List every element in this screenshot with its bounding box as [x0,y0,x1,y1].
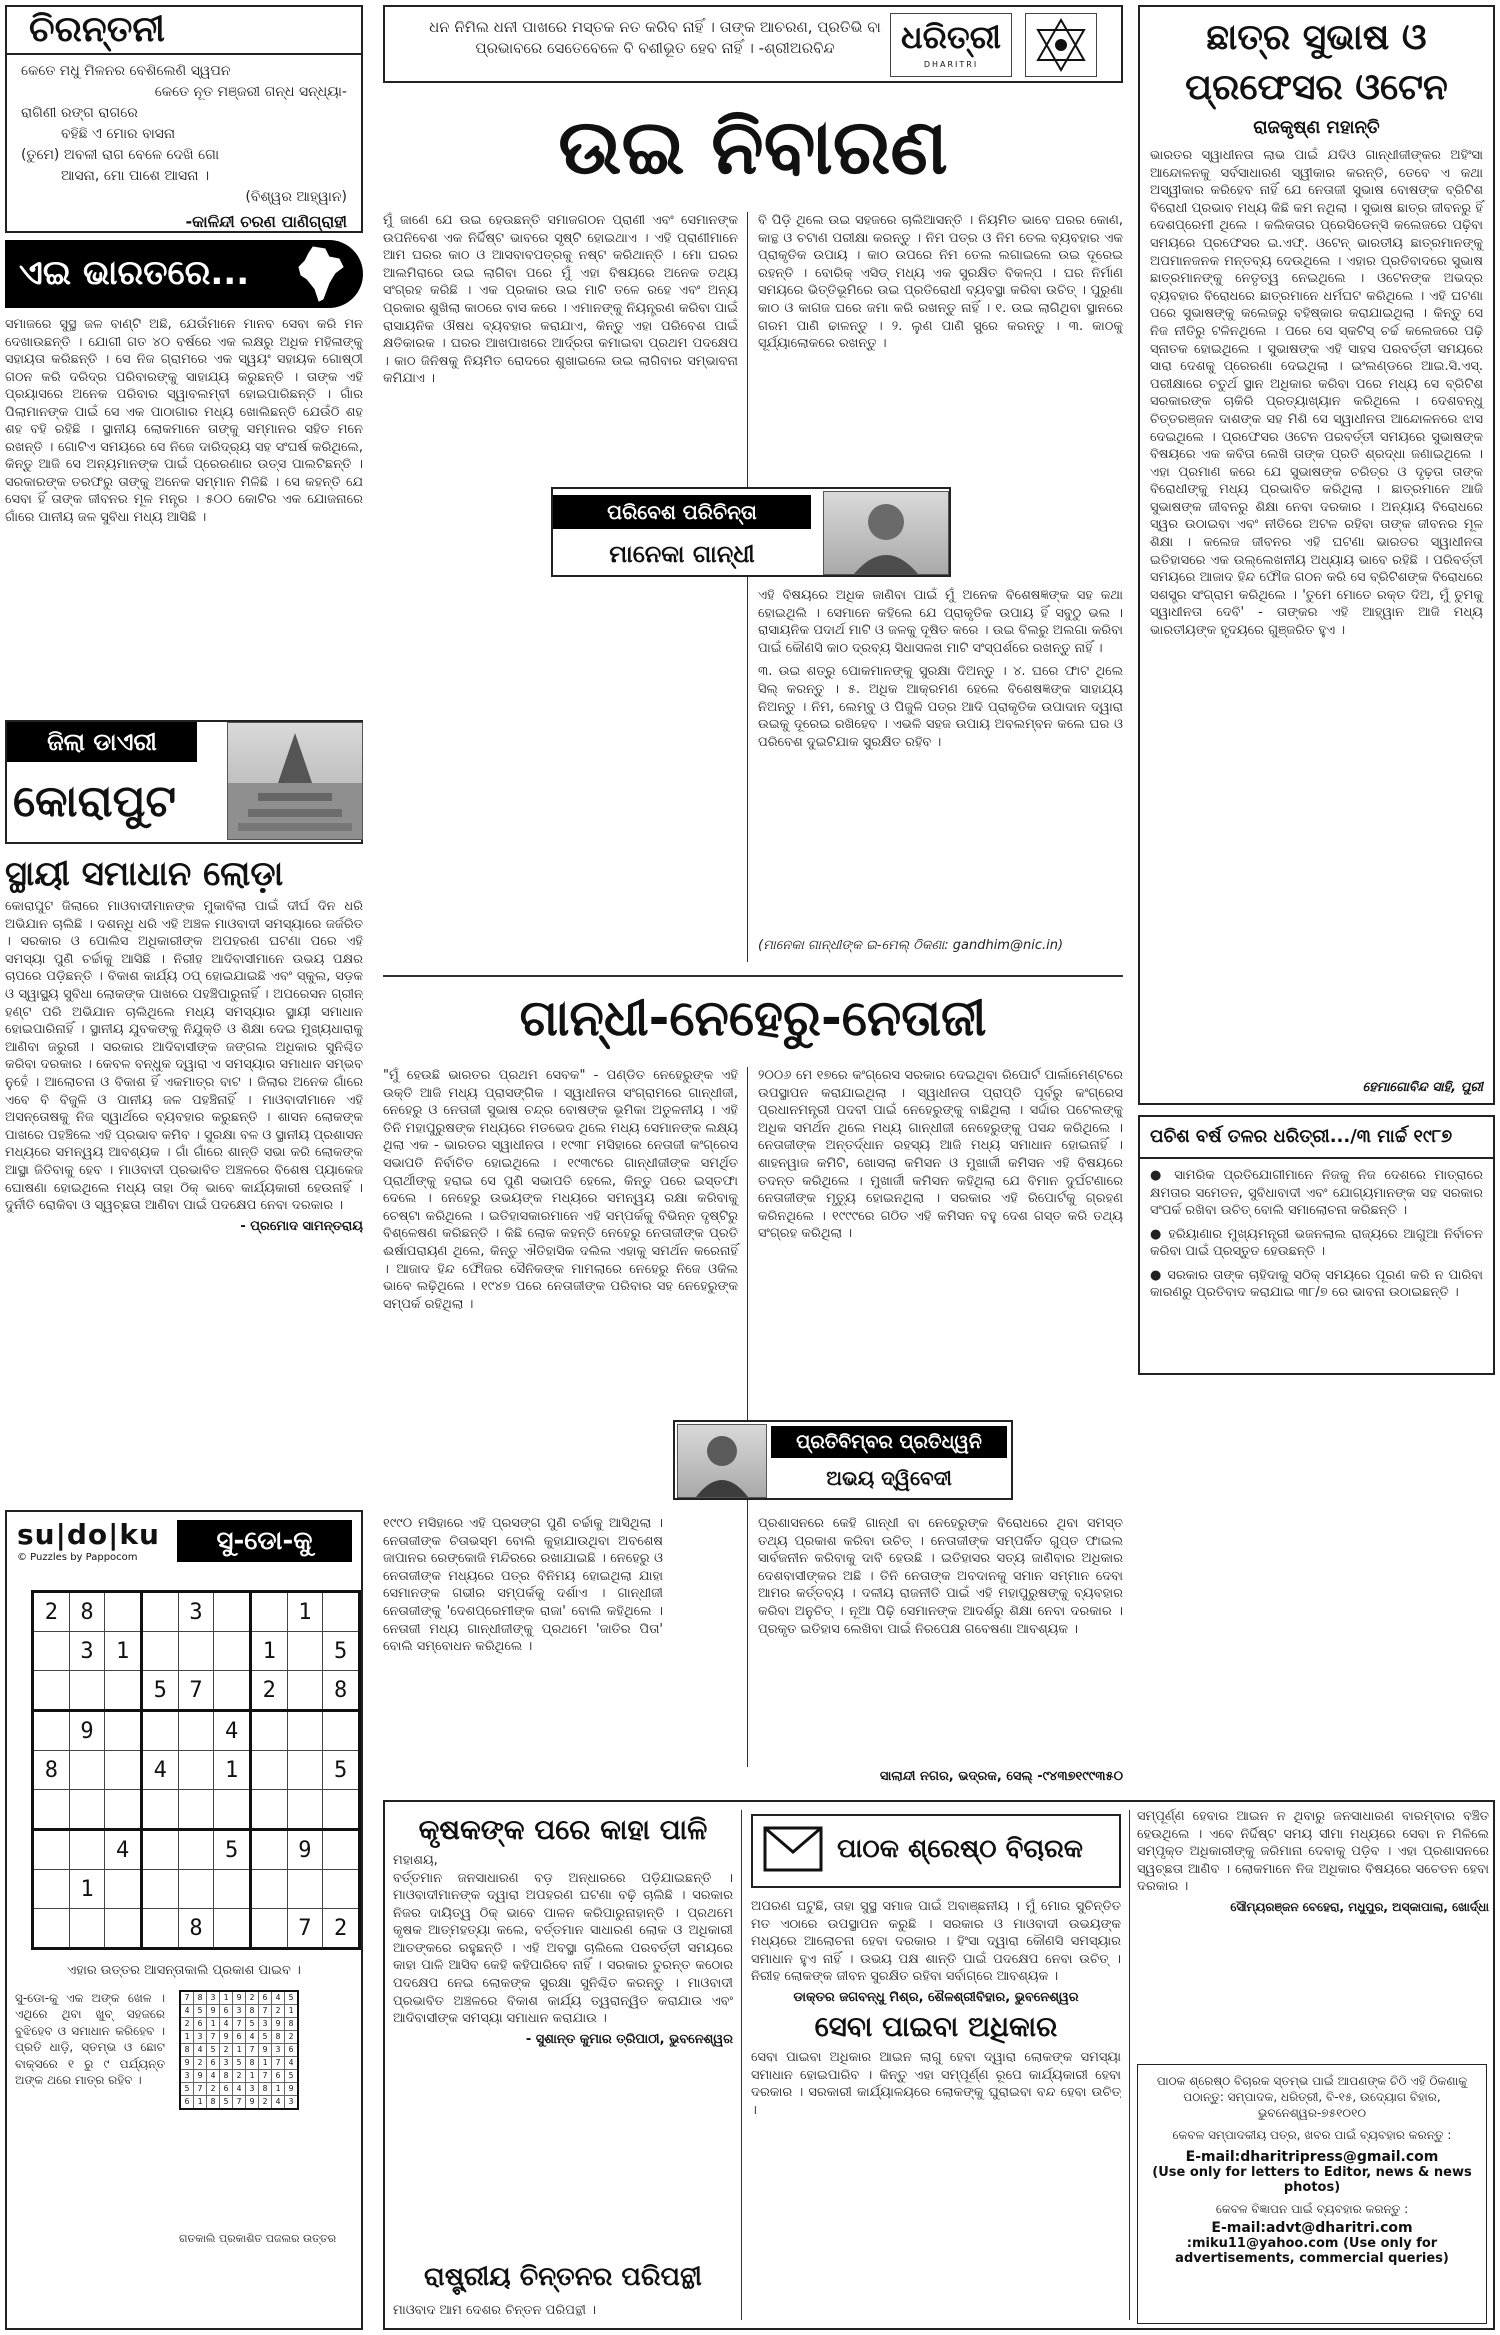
solution-cell: 6 [207,2056,220,2069]
district-name: କୋରାପୁଟ [13,776,176,827]
solution-cell: 9 [180,2056,194,2069]
maneka-gandhi-photo [823,491,949,575]
india-map-icon [295,245,347,307]
sudoku-cell[interactable] [105,1711,142,1751]
star-emblem-icon [1025,13,1097,77]
sudoku-cell[interactable]: 1 [214,1751,251,1790]
chhatra-author: ରାଜକୃଷ୍ଣ ମହାନ୍ତି [1253,117,1380,138]
sudoku-cell[interactable] [178,1870,214,1909]
solution-cell: 4 [180,2004,194,2017]
chhatra-article [1138,5,1495,1105]
solution-cell: 1 [194,2095,207,2109]
solution-cell: 7 [272,2056,285,2069]
editor-email[interactable]: E-mail:dharitripress@gmail.com [1185,2148,1439,2165]
solution-cell: 2 [246,1991,259,2005]
sudoku-cell[interactable] [250,1592,287,1632]
column-rule [1129,1810,1130,2320]
solution-cell: 6 [285,2043,299,2056]
seva-headline: ସେବା ପାଇବା ଅଧିକାର [814,2009,1058,2043]
sudoku-cell[interactable] [105,1870,142,1909]
sudoku-cell[interactable]: 1 [105,1632,142,1671]
solution-cell: 6 [233,2030,246,2043]
sudoku-cell[interactable]: 7 [287,1909,323,1949]
pachisha-item: ● ସରକାର ତାଙ୍କ ଚାହିଦାକୁ ସଠିକ୍ ସମୟରେ ପୂରଣ କରି ନ ପାରିବା କାରଣରୁ ପ୍ରତିବାଦ କରାଯାଇ ୩୮/୭ ରେ ଭାବନା ଉଠାଇଛନ୍ତି । [1150,1267,1483,1300]
column-rule [747,212,748,962]
sudoku-cell[interactable] [250,1909,287,1949]
solution-cell: 4 [272,2095,285,2109]
oi-nibarana-article [383,92,1123,972]
solution-cell: 7 [180,1991,194,2005]
solution-cell: 1 [259,2056,272,2069]
krishaka-sender: - ସୁଶାନ୍ତ କୁମାର ତ୍ରିପାଠୀ, ଭୁବନେଶ୍ୱର [525,2031,733,2047]
letters-section [383,1800,1495,2330]
zilla-diary-header [5,720,363,844]
sudoku-cell[interactable]: 3 [69,1632,105,1671]
sudoku-cell[interactable] [141,1830,178,1870]
logo-sub: DHARITRI [923,60,979,69]
zilla-diary-headline: ସ୍ଥାୟୀ ସମାଧାନ ଲୋଡ଼ା [5,854,284,894]
sudoku-cell[interactable]: 8 [33,1751,70,1790]
editor-email-note: (Use only for letters to Editor, news & news photos) [1152,2164,1472,2195]
solution-cell: 9 [259,2043,272,2056]
oi-nibarana-col3a: ଏହି ବିଷୟରେ ଅଧିକ ଜାଣିବା ପାଇଁ ମୁଁ ଅନେକ ବିଶେଷଜ୍ଞଙ୍କ ସହ କଥା ହୋଇଥିଲି । ସେମାନେ କହିଲେ ଯେ ପ୍ରାକୃତିକ ଉପାୟ ହିଁ ସବୁଠୁ ଭଲ । ରାସାୟନିକ ପଦାର୍ଥ ମାଟି ଓ ଜଳକୁ ଦୂଷିତ କରେ । ଉଇ ବିଲରୁ ଅଲଗା କରିବା ପାଇଁ କୌଣସି କାଠ ଦ୍ରବ୍ୟ ସିଧାସଳଖ ମାଟି ସଂସ୍ପର୍ଶରେ ରଖନ୍ତୁ ନାହିଁ । [758,588,1123,656]
sudoku-cell[interactable] [141,1632,178,1671]
dharitri-logo [890,13,1012,77]
pathaka-letter [751,1808,1121,2323]
solution-cell: 4 [220,2017,233,2030]
sudoku-cell[interactable] [287,1790,323,1830]
chiratani-line: (ତୁମେ) ଅବଳୀ ରାଗ ବେଳେ ଦେଖି ଗୋ [21,147,220,163]
sudoku-cell[interactable]: 1 [287,1592,323,1632]
sudoku-cell[interactable] [287,1711,323,1751]
abhay-dwivedi-photo [677,1424,767,1498]
sudoku-cell[interactable] [105,1790,142,1830]
pachisha-title: ପଚିଶ ବର୍ଷ ତଳର ଧରିତ୍ରୀ.../୩ ମାର୍ଚ୍ଚ ୧୯୮୭ [1140,1117,1493,1159]
sudoku-cell[interactable] [250,1751,287,1790]
contact-box [1137,2064,1487,2324]
sudoku-cell[interactable]: 8 [323,1671,360,1711]
solution-cell: 5 [194,2004,207,2017]
oi-nibarana-col3b: ୩. ଉଇ ଶତ୍ରୁ ପୋକମାନଙ୍କୁ ସୁରକ୍ଷା ଦିଅନ୍ତୁ । ୪. ଘରେ ଫାଟ ଥିଲେ ସିଲ୍ କରନ୍ତୁ । ୫. ଅଧିକ ଆକ୍ରମଣ ହେଲେ ବିଶେଷଜ୍ଞଙ୍କ ସାହାଯ୍ୟ ନିଅନ୍ତୁ । ନିମ, ଲେମ୍ବୁ ଓ ପିଜୁଳି ପତ୍ର ଆଦି ପ୍ରାକୃତିକ ଉପାଦାନ ଦ୍ୱାରା ଉଇକୁ ଦୂରେଇ ରଖିହେବ । ଏଭଳି ସହଜ ଉପାୟ ଅବଲମ୍ବନ କଲେ ଘର ଓ ପରିବେଶ ଦୁଇଟିଯାକ ସୁରକ୍ଷିତ ରହିବ । [758,664,1123,750]
solution-cell: 2 [207,2082,220,2095]
solution-cell: 3 [220,2056,233,2069]
section-rule [383,975,1123,977]
ei-bharatare-section [5,240,363,710]
sudoku-cell[interactable] [178,1711,214,1751]
sudoku-cell[interactable] [69,1790,105,1830]
right-letter-body: ସମ୍ପୂର୍ଣ୍ଣ ହେବାର ଆଇନ ନ ଥିବାରୁ ଜନସାଧାରଣ ବାରମ୍ବାର ବଞ୍ଚିତ ହେଉଥିଲେ । ଏବେ ନିର୍ଦ୍ଦିଷ୍ଟ ସମୟ ସୀମା ମଧ୍ୟରେ ସେବା ନ ମିଳିଲେ ସମ୍ପୃକ୍ତ ଅଧିକାରୀଙ୍କୁ ଜରିମାନା ଦେବାକୁ ପଡ଼ିବ । ଏହା ପ୍ରଶାସନରେ ସ୍ୱଚ୍ଛତା ଆଣିବ । ଲୋକମାନେ ନିଜ ଅଧିକାର ବିଷୟରେ ସଚେତନ ହେବା ଦରକାର । [1137,1809,1489,1895]
solution-cell: 2 [233,2069,246,2082]
chiratani-box [5,5,363,233]
krishaka-salutation: ମହାଶୟ, [393,1853,438,1868]
gandhi-nehru-col1: "ମୁଁ ହେଉଛି ଭାରତର ପ୍ରଥମ ସେବକ" - ପଣ୍ଡିତ ନେହେରୁଙ୍କ ଏହି ଉକ୍ତି ଆଜି ମଧ୍ୟ ପ୍ରାସଙ୍ଗିକ । ସ୍ୱାଧୀନତା ସଂଗ୍ରାମରେ ଗାନ୍ଧୀଜୀ, ନେହେରୁ ଓ ନେତାଜୀ ସୁଭାଷ ଚନ୍ଦ୍ର ବୋଷଙ୍କ ଭୂମିକା ଅତୁଳନୀୟ । ଏହି ତିନି ମହାପୁରୁଷଙ୍କ ମଧ୍ୟରେ ମତଭେଦ ଥିଲେ ମଧ୍ୟ ସେମାନଙ୍କ ଲକ୍ଷ୍ୟ ଥିଲା ଏକ - ଭାରତର ସ୍ୱାଧୀନତା । ୧୯୩୮ ମସିହାରେ ନେତାଜୀ କଂଗ୍ରେସ ସଭାପତି ନିର୍ବାଚିତ ହୋଇଥିଲେ । ୧୯୩୯ରେ ଗାନ୍ଧୀଜୀଙ୍କ ସମର୍ଥିତ ପ୍ରାର୍ଥୀଙ୍କୁ ହରାଇ ସେ ପୁଣି ସଭାପତି ହେଲେ, କିନ୍ତୁ ପରେ ଇସ୍ତଫା ଦେଲେ । ନେହେରୁ ଉଭୟଙ୍କ ମଧ୍ୟରେ ସମନ୍ୱୟ ରକ୍ଷା କରିବାକୁ ଚେଷ୍ଟା କରିଥିଲେ । ଇତିହାସକାରମାନେ ଏହି ସମ୍ପର୍କକୁ ବିଭିନ୍ନ ଦୃଷ୍ଟିରୁ ବିଶ୍ଳେଷଣ କରିଛନ୍ତି । କିଛି ଲୋକ କହନ୍ତି ନେହେରୁ ନେତାଜୀଙ୍କ ପ୍ରତି ଈର୍ଷାପରାୟଣ ଥିଲେ, କିନ୍ତୁ ଐତିହାସିକ ଦଲିଲ ଏହାକୁ ସମର୍ଥନ କରେନାହିଁ । ଆଜାଦ ହିନ୍ଦ ଫୌଜର ସୈନିକଙ୍କ ମାମଲାରେ ନେହେରୁ ନିଜେ ଓକିଲ ଭାବେ ଲଢ଼ିଥିଲେ । ୧୯୪୭ ପରେ ନେତାଜୀଙ୍କ ପରିବାର ସହ ନେହେରୁଙ୍କ ସମ୍ପର୍କ ରହିଥିଲା । [383,1068,738,1312]
sudoku-cell[interactable] [214,1632,251,1671]
sudoku-cell[interactable] [141,1790,178,1830]
solution-cell: 6 [220,2082,233,2095]
masthead-quote-box [383,5,1123,83]
solution-cell: 9 [233,1991,246,2005]
sudoku-grid[interactable] [31,1590,361,1950]
solution-cell: 6 [180,2095,194,2109]
sudoku-cell[interactable] [141,1592,178,1632]
column-rule [747,1067,748,1767]
sudoku-cell[interactable] [250,1711,287,1751]
sudoku-cell[interactable] [33,1870,70,1909]
solution-cell: 2 [194,2056,207,2069]
oi-nibarana-headline: ଉଇ ନିବାରଣ [558,102,948,191]
contact-address: ପାଠକ ଶ୍ରେଷ୍ଠ ବିଚାରକ ସ୍ତମ୍ଭ ପାଇଁ ଆପଣଙ୍କ ଚିଠି ଏହି ଠିକଣାକୁ ପଠାନ୍ତୁ: ସମ୍ପାଦକ, ଧରିତ୍ରୀ, ବି-୧୫, ଉଦ୍ୟୋଗ ବିହାର, ଭୁବନେଶ୍ୱର-୭୫୧୦୧୦ [1156,2074,1468,2120]
sudoku-cell[interactable]: 8 [69,1592,105,1632]
seva-body: ସେବା ପାଇବା ଅଧିକାର ଆଇନ ଲାଗୁ ହେବା ଦ୍ୱାରା ଲୋକଙ୍କ ସମସ୍ୟା ସମାଧାନ ହୋଇପାରିବ । କିନ୍ତୁ ଏହା ସମ୍ପୂର୍ଣ୍ଣ ରୂପେ କାର୍ଯ୍ୟକାରୀ ହେବା ଦରକାର । ସରକାରୀ କାର୍ଯ୍ୟାଳୟରେ ଲୋକଙ୍କୁ ଘୁରାଇବା ବନ୍ଦ ହେବା ଉଚିତ୍ । [751,2049,1121,2118]
solution-cell: 2 [259,2095,272,2109]
sudoku-cell[interactable] [178,1830,214,1870]
sudoku-cell[interactable]: 4 [214,1711,251,1751]
sudoku-cell[interactable] [69,1671,105,1711]
contact-email-label: କେବଳ ସମ୍ପାଦକୀୟ ପତ୍ର, ଖବର ପାଇଁ ବ୍ୟବହାର କରନ୍ତୁ : [1172,2128,1452,2142]
solution-cell: 8 [272,2030,285,2043]
gandhi-nehru-col-bottom: ୧୯୯୦ ମସିହାରେ ଏହି ପ୍ରସଙ୍ଗ ପୁଣି ଚର୍ଚ୍ଚାକୁ ଆସିଥିଲା । ନେତାଜୀଙ୍କ ଚିତାଭସ୍ମ ବୋଲି କୁହାଯାଉଥିବା ଅବଶେଷ ଜାପାନର ରେଙ୍କୋଜି ମନ୍ଦିରରେ ରଖାଯାଇଛି । ନେହେରୁ ଓ ନେତାଜୀଙ୍କ ମଧ୍ୟରେ ପତ୍ର ବିନିମୟ ହୋଇଥିଲା ଯାହା ସେମାନଙ୍କ ଗଭୀର ସମ୍ପର୍କକୁ ଦର୍ଶାଏ । ଗାନ୍ଧୀଜୀ ନେତାଜୀଙ୍କୁ 'ଦେଶପ୍ରେମୀଙ୍କ ରାଜା' ବୋଲି କହିଥିଲେ । ନେତାଜୀ ମଧ୍ୟ ଗାନ୍ଧୀଜୀଙ୍କୁ ପ୍ରଥମେ 'ଜାତିର ପିତା' ବୋଲି ସମ୍ବୋଧନ କରିଥିଲେ । [383,1516,663,1655]
solution-cell: 3 [259,2017,272,2030]
sudoku-cell[interactable] [178,1751,214,1790]
sudoku-answer-note: ଏହାର ଉତ୍ତର ଆସନ୍ତାକାଲି ପ୍ରକାଶ ପାଇବ । [67,1963,301,1978]
sudoku-odia-title: ସୁ-ଡୋ-କୁ [177,1520,352,1562]
solution-cell: 3 [194,2030,207,2043]
zilla-diary-body: କୋରାପୁଟ ଜିଲାରେ ମାଓବାଦୀମାନଙ୍କ ମୁକାବିଲା ପାଇଁ ଦୀର୍ଘ ଦିନ ଧରି ଅଭିଯାନ ଚାଲିଛି । ଦଶନ୍ଧି ଧରି ଏହି ଅଞ୍ଚଳ ମାଓବାଦୀ ସମସ୍ୟାରେ ଜର୍ଜରିତ । ସରକାର ଓ ପୋଲିସ ଅଧିକାରୀଙ୍କ ଅପହରଣ ଘଟଣା ପରେ ଏହି ସମସ୍ୟା ପୁଣି ଚର୍ଚ୍ଚାକୁ ଆସିଛି । ନିରୀହ ଆଦିବାସୀମାନେ ଉଭୟ ପକ୍ଷର ଚାପରେ ପଡ଼ିଛନ୍ତି । ବିକାଶ କାର୍ଯ୍ୟ ଠପ୍ ହୋଇଯାଇଛି ଏବଂ ସ୍କୁଲ, ସଡ଼କ ଓ ସ୍ୱାସ୍ଥ୍ୟ ସୁବିଧା ଲୋକଙ୍କ ପାଖରେ ପହଞ୍ଚିପାରୁନାହିଁ । ଅପରେସନ ଗ୍ରୀନ୍ ହଣ୍ଟ ପରି ଅଭିଯାନ ଚାଲିଥିଲେ ମଧ୍ୟ ସମସ୍ୟାର ସ୍ଥାୟୀ ସମାଧାନ ହୋଇପାରିନାହିଁ । ସ୍ଥାନୀୟ ଯୁବକଙ୍କୁ ନିଯୁକ୍ତି ଓ ଶିକ୍ଷା ଦେଇ ମୁଖ୍ୟଧାରାକୁ ଆଣିବା ଜରୁରୀ । ସରକାର ଆଦିବାସୀଙ୍କ ଜଙ୍ଗଲ ଅଧିକାର ସୁନିଶ୍ଚିତ କରିବା ଦରକାର । କେବଳ ବନ୍ଧୁକ ଦ୍ୱାରା ଏ ସମସ୍ୟାର ସମାଧାନ ସମ୍ଭବ ନୁହେଁ । ଆଲୋଚନା ଓ ବିକାଶ ହିଁ ଏକମାତ୍ର ବାଟ । ଜିଲାର ଅନେକ ଗାଁରେ ଏବେ ବି ବିଜୁଳି ଓ ପାନୀୟ ଜଳ ପହଞ୍ଚିନାହିଁ । ମାଓବାଦୀମାନେ ଏହି ଅସନ୍ତୋଷକୁ ନିଜ ସ୍ୱାର୍ଥରେ ବ୍ୟବହାର କରୁଛନ୍ତି । ଶାସନ ଲୋକଙ୍କ ପାଖରେ ପହଞ୍ଚିଲେ ଏହି ପ୍ରଭାବ କମିବ । ସୁରକ୍ଷା ବଳ ଓ ସ୍ଥାନୀୟ ପ୍ରଶାସନ ମଧ୍ୟରେ ସମନ୍ୱୟ ଆବଶ୍ୟକ । ଗାଁ ଗାଁରେ ଶାନ୍ତି ସଭା କରି ଲୋକଙ୍କ ଆସ୍ଥା ଜିତିବାକୁ ହେବ । ମାଓବାଦୀ ପ୍ରଭାବିତ ଅଞ୍ଚଳରେ ବିଶେଷ ପ୍ୟାକେଜ ଘୋଷଣା ହୋଇଥିଲେ ମଧ୍ୟ ତାହା ଠିକ୍ ଭାବେ କାର୍ଯ୍ୟକାରୀ ହେଉନାହିଁ । ଦୁର୍ନୀତି ରୋକିବା ଓ ସ୍ୱଚ୍ଛତା ଆଣିବା ପାଇଁ ପଦକ୍ଷେପ ନେବା ଦରକାର । [5,899,363,1214]
sudoku-cell[interactable] [141,1711,178,1751]
sudoku-cell[interactable]: 1 [250,1632,287,1671]
pathaka-sender: ଡାକ୍ତର ଜଗବନ୍ଧୁ ମିଶ୍ର, ଶୈଳଶ୍ରୀବିହାର, ଭୁବନେଶ୍ୱର [793,1989,1079,2005]
chiratani-line: ଆସନା, ମୋ ପାଶେ ଆସନା । [61,168,210,184]
solution-cell: 8 [220,2069,233,2082]
sudoku-cell[interactable] [323,1790,360,1830]
solution-cell: 3 [285,2095,299,2109]
sudoku-cell[interactable]: 8 [178,1909,214,1949]
solution-cell: 4 [194,2043,207,2056]
solution-cell: 8 [207,2095,220,2109]
solution-cell: 1 [272,2082,285,2095]
previous-solution-caption: ଗତକାଲି ପ୍ରକାଶିତ ପଜଲର ଉତ୍ତର [179,2231,337,2245]
solution-cell: 6 [194,2017,207,2030]
solution-cell: 4 [246,2030,259,2043]
ei-bharatare-title: ଏଇ ଭାରତରେ... [19,253,250,293]
gandhi-nehru-col3: ପ୍ରଶାସନରେ କେହି ଗାନ୍ଧୀ ବା ନେହେରୁଙ୍କ ବିରୋଧରେ ଥିବା ସମସ୍ତ ତଥ୍ୟ ପ୍ରକାଶ କରିବା ଉଚିତ୍ । ନେତାଜୀଙ୍କ ସମ୍ପର୍କିତ ଗୁପ୍ତ ଫାଇଲ ସାର୍ବଜନୀନ କରିବାକୁ ଦାବି ହେଉଛି । ଇତିହାସର ସତ୍ୟ ଜାଣିବାର ଅଧିକାର ଦେଶବାସୀଙ୍କର ଅଛି । ତିନି ନେତାଙ୍କ ଅବଦାନକୁ ସମାନ ସମ୍ମାନ ଦେବା ଆମର କର୍ତ୍ତବ୍ୟ । ଦଳୀୟ ରାଜନୀତି ପାଇଁ ଏହି ମହାପୁରୁଷଙ୍କୁ ବ୍ୟବହାର କରିବା ଅନୁଚିତ୍ । ନୂଆ ପିଢ଼ି ସେମାନଙ୍କ ଆଦର୍ଶରୁ ଶିକ୍ଷା ନେବା ଦରକାର । ପ୍ରକୃତ ଇତିହାସ ଲେଖିବା ପାଇଁ ନିରପେକ୍ଷ ଗବେଷଣା ଆବଶ୍ୟକ । [758,1516,1123,1637]
maneka-author: ମାନେକା ଗାନ୍ଧୀ [609,540,755,568]
solution-cell: 6 [259,1991,272,2005]
sudoku-cell[interactable] [33,1711,70,1751]
solution-cell: 5 [285,2069,299,2082]
gandhi-nehru-col2: ୨୦୦୬ ମେ ୧୭ରେ କଂଗ୍ରେସ ସରକାର ଦେଇଥିବା ରିପୋର୍ଟ ପାର୍ଲାମେଣ୍ଟରେ ଉପସ୍ଥାପନ କରାଯାଇଥିଲା । ସ୍ୱାଧୀନତା ପ୍ରାପ୍ତି ପୂର୍ବରୁ କଂଗ୍ରେସ ପ୍ରଧାନମନ୍ତ୍ରୀ ପଦବୀ ପାଇଁ ନେହେରୁଙ୍କୁ ବାଛିଥିଲା । ସର୍ଦ୍ଦାର ପଟେଲଙ୍କୁ ଅଧିକ ସମର୍ଥନ ଥିଲେ ମଧ୍ୟ ଗାନ୍ଧୀଜୀ ନେହେରୁଙ୍କୁ ପସନ୍ଦ କରିଥିଲେ । ନେତାଜୀଙ୍କ ଅନ୍ତର୍ଦ୍ଧାନ ରହସ୍ୟ ଆଜି ମଧ୍ୟ ସମାଧାନ ହୋଇନାହିଁ । ଶାହନୱାଜ କମିଟି, ଖୋସଲା କମିସନ ଓ ମୁଖାର୍ଜୀ କମିସନ ଏହି ବିଷୟରେ ତଦନ୍ତ କରିଥିଲେ । ମୁଖାର୍ଜୀ କମିସନ କହିଥିଲା ଯେ ବିମାନ ଦୁର୍ଘଟଣାରେ ନେତାଜୀଙ୍କ ମୃତ୍ୟୁ ହୋଇନଥିଲା । ସରକାର ଏହି ରିପୋର୍ଟକୁ ଗ୍ରହଣ କରିନଥିଲେ । ୧୯୯୯ରେ ଗଠିତ ଏହି କମିସନ ବହୁ ଦେଶ ଗସ୍ତ କରି ତଥ୍ୟ ସଂଗ୍ରହ କରିଥିଲା । [758,1068,1123,1242]
solution-cell: 5 [259,2030,272,2043]
sudoku-cell[interactable]: 1 [69,1870,105,1909]
sudoku-cell[interactable] [323,1830,360,1870]
solution-cell: 8 [246,2056,259,2069]
solution-cell: 5 [285,1991,299,2005]
sudoku-cell[interactable]: 2 [323,1909,360,1949]
parivesha-label: ପରିବେଶ ପରିଚିନ୍ତା [553,495,811,529]
pathaka-banner [751,1814,1121,1888]
sudoku-cell[interactable] [214,1790,251,1830]
solution-cell: 2 [285,2030,299,2043]
parivesha-author-box [551,487,951,577]
temple-photo [227,722,363,840]
sudoku-cell[interactable]: 4 [105,1830,142,1870]
solution-cell: 8 [259,2082,272,2095]
solution-cell: 4 [207,2069,220,2082]
chiratani-author: -କାଳିନ୍ଦୀ ଚରଣ ପାଣିଗ୍ରାହୀ [185,212,347,231]
solution-cell: 1 [246,2069,259,2082]
column-rule [741,1810,742,2320]
solution-cell: 1 [220,1991,233,2005]
zilla-diary-label: ଜିଲା ଡାଏରୀ [7,722,197,762]
sudoku-cell[interactable] [287,1751,323,1790]
solution-cell: 7 [259,2004,272,2017]
maneka-email[interactable]: (ମାନେକା ଗାନ୍ଧୀଙ୍କ ଇ-ମେଲ୍ ଠିକଣା: gandhim@nic.in) [758,938,1064,953]
krishaka-letter [393,1808,733,2323]
solution-cell: 1 [233,2043,246,2056]
solution-cell: 1 [180,2030,194,2043]
gandhi-nehru-article [383,975,1123,1795]
sudoku-cell[interactable]: 7 [178,1671,214,1711]
solution-cell: 7 [233,2095,246,2109]
solution-cell: 4 [272,1991,285,2005]
solution-cell: 7 [233,2017,246,2030]
sudoku-cell[interactable] [69,1751,105,1790]
ei-bharatare-banner [5,240,363,308]
masthead-quote: ଧନ ନିମିଲ ଧନୀ ପାଖରେ ମସ୍ତକ ନତ କରିବ ନାହିଁ । ତାଙ୍କ ଆଚରଣ, ପ୍ରତିଭି ବା ପ୍ରଭାବରେ ସେତେବେଳେ ବି ବଶୀଭୂତ ହେବ ନାହିଁ । -ଶ୍ରୀଅରବିନ୍ଦ [429,18,881,57]
solution-cell: 1 [207,2017,220,2030]
solution-cell: 3 [233,2004,246,2017]
solution-cell: 3 [207,1991,220,2005]
solution-cell: 7 [259,2069,272,2082]
pachisha-item: ● ହରିୟାଣାର ମୁଖ୍ୟମନ୍ତ୍ରୀ ଭଜନଲାଲ ରାଜ୍ୟରେ ଆଗୁଆ ନିର୍ବାଚନ କରିବା ପାଇଁ ପ୍ରସ୍ତୁତ ହେଉଛନ୍ତି । [1150,1226,1483,1259]
pathaka-body: ଅପରଣ ଘଟୁଛି, ତାହା ସୁସ୍ଥ ସମାଜ ପାଇଁ ଅବାଞ୍ଛନୀୟ । ମୁଁ ମୋର ସୁଚିନ୍ତିତ ମତ ଏଠାରେ ଉପସ୍ଥାପନ କରୁଛି । ସରକାର ଓ ମାଓବାଦୀ ଉଭୟଙ୍କ ମଧ୍ୟରେ ଆଲୋଚନା ହେବା ଦରକାର । ହିଂସା ଦ୍ୱାରା କୌଣସି ସମସ୍ୟାର ସମାଧାନ ହୁଏ ନାହିଁ । ଉଭୟ ପକ୍ଷ ଶାନ୍ତି ପାଇଁ ପଦକ୍ଷେପ ନେବା ଉଚିତ୍ । ନିରୀହ ଲୋକଙ୍କ ଜୀବନ ସୁରକ୍ଷିତ ରହିବା ସର୍ବାଗ୍ରେ ଆବଶ୍ୟକ । [751,1899,1121,1985]
ei-bharatare-body: ସମାଜରେ ସୁସ୍ଥ ଜଳ ବାଣ୍ଟି ଅଛି, ଯେଉଁମାନେ ମାନବ ସେବା କରି ମନ ଦେଖାଉଛନ୍ତି । ଯୋଗୀ ଗତ ୪୦ ବର୍ଷରେ ଏକ ଲକ୍ଷରୁ ଅଧିକ ମହିଳାଙ୍କୁ ସହାୟତା କରିଛନ୍ତି । ସେ ନିଜ ଗ୍ରାମରେ ଏକ ସ୍ୱୟଂ ସହାୟକ ଗୋଷ୍ଠୀ ଗଠନ କରି ଦରିଦ୍ର ପରିବାରଙ୍କୁ ସାହାଯ୍ୟ କରୁଛନ୍ତି । ତାଙ୍କ ଏହି ପ୍ରୟାସରେ ଅନେକ ପରିବାର ସ୍ୱାବଲମ୍ବୀ ହୋଇପାରିଛନ୍ତି । ଗାଁର ପିଲାମାନଙ୍କ ପାଇଁ ସେ ଏକ ପାଠାଗାର ମଧ୍ୟ ଖୋଲିଛନ୍ତି ଯେଉଁଠି ଶହ ଶହ ବହି ରହିଛି । ସ୍ଥାନୀୟ ଲୋକମାନେ ତାଙ୍କୁ ସମ୍ମାନର ସହିତ ମନେ ରଖନ୍ତି । ଗୋଟିଏ ସମୟରେ ସେ ନିଜେ ଦାରିଦ୍ର୍ୟ ସହ ସଂଘର୍ଷ କରିଥିଲେ, କିନ୍ତୁ ଆଜି ସେ ଅନ୍ୟମାନଙ୍କ ପାଇଁ ପ୍ରେରଣାର ଉତ୍ସ ପାଲଟିଛନ୍ତି । ସରକାରଙ୍କ ତରଫରୁ ତାଙ୍କୁ ଅନେକ ସମ୍ମାନ ମିଳିଛି । ସେ କହନ୍ତି ଯେ ସେବା ହିଁ ତାଙ୍କ ଜୀବନର ମୂଳ ମନ୍ତ୍ର । ୫୦୦ କୋଟିର ଏକ ଯୋଜନାରେ ଗାଁରେ ପାନୀୟ ଜଳ ସୁବିଧା ମଧ୍ୟ ଆସିଛି । [5,317,363,525]
solution-cell: 3 [180,2069,194,2082]
sudoku-cell[interactable]: 2 [33,1592,70,1632]
solution-cell: 8 [285,2017,299,2030]
advt-email[interactable]: E-mail:advt@dharitri.com [1211,2220,1413,2236]
sudoku-cell[interactable] [105,1909,142,1949]
solution-cell: 9 [246,2095,259,2109]
sudoku-cell[interactable] [178,1790,214,1830]
solution-cell: 2 [180,2017,194,2030]
zilla-diary-section [5,720,363,1465]
solution-cell: 5 [207,2043,220,2056]
sudoku-cell[interactable] [250,1870,287,1909]
gandhi-nehru-address: ସାଲାନ୍ଦୀ ନଗର, ଭଦ୍ରକ, ସେଲ୍ -୯୪୩୭୧୯୯୩୫୦ [879,1769,1123,1784]
sudoku-cell[interactable] [33,1909,70,1949]
sudoku-cell[interactable]: 5 [141,1671,178,1711]
sudoku-cell[interactable] [214,1870,251,1909]
chiratani-line: କେତେ ନୂତ ମଞ୍ଜରୀ ଗନ୍ଧ ସନ୍ଧ୍ୟା- [154,84,347,100]
pachisha-box [1138,1115,1495,1375]
sudoku-cell[interactable]: 5 [323,1751,360,1790]
sudoku-cell[interactable] [323,1592,360,1632]
sudoku-cell[interactable]: 4 [141,1751,178,1790]
solution-cell: 9 [194,2069,207,2082]
contact-ad-label: କେବଳ ବିଜ୍ଞାପନ ପାଇଁ ବ୍ୟବହାର କରନ୍ତୁ : [1215,2201,1409,2216]
solution-cell: 8 [180,2043,194,2056]
pathaka-label: ପାଠକ ଶ୍ରେଷ୍ଠ ବିଚାରକ [837,1834,1084,1864]
solution-cell: 7 [194,2082,207,2095]
solution-cell: 8 [246,2004,259,2017]
sudoku-brand: su|do|ku [17,1518,160,1551]
chiratani-line: କେତେ ମଧୁ ମିଳନର ବେଶିଲେଣି ସ୍ୱପନ [21,63,231,79]
solution-cell: 7 [207,2030,220,2043]
sudoku-cell[interactable] [141,1870,178,1909]
sudoku-cell[interactable] [214,1671,251,1711]
solution-cell: 1 [285,2004,299,2017]
sudoku-cell[interactable] [33,1671,70,1711]
sudoku-cell[interactable] [33,1830,70,1870]
sudoku-cell[interactable] [214,1592,251,1632]
sudoku-cell[interactable] [105,1751,142,1790]
solution-cell: 9 [220,2030,233,2043]
sudoku-cell[interactable]: 9 [69,1711,105,1751]
sudoku-cell[interactable]: 2 [250,1671,287,1711]
right-letter [1137,1808,1489,2058]
sudoku-cell[interactable] [250,1830,287,1870]
oi-nibarana-col1: ମୁଁ ଜାଣେ ଯେ ଉଇ ହେଉଛନ୍ତି ସମାଜଗଠନ ପ୍ରାଣୀ ଏବଂ ସେମାନଙ୍କ ଉପନିବେଶ ଏକ ନିର୍ଦ୍ଦିଷ୍ଟ ଭାବରେ ସୃଷ୍ଟି ହୋଇଥାଏ । ଏହି ପ୍ରାଣୀମାନେ ଆମ ଘରର କାଠ ଓ ଆସବାବପତ୍ରକୁ ନଷ୍ଟ କରିଥାନ୍ତି । ମୋ ଘରର ଆଲମିରାରେ ଉଇ ଲାଗିବା ପରେ ମୁଁ ଏହା ବିଷୟରେ ଅନେକ ତଥ୍ୟ ସଂଗ୍ରହ କରିଛି । ଏକ ପ୍ରକାର ଉଇ ମାଟି ତଳେ ରହେ ଏବଂ ଅନ୍ୟ ପ୍ରକାର ଶୁଖିଲା କାଠରେ ବାସ କରେ । ଏମାନଙ୍କୁ ନିୟନ୍ତ୍ରଣ କରିବା ପାଇଁ ରାସାୟନିକ ଔଷଧ ବ୍ୟବହାର କରାଯାଏ, କିନ୍ତୁ ଏହା ପରିବେଶ ପାଇଁ କ୍ଷତିକାରକ । ଘରର ଆଖପାଖରେ ଆର୍ଦ୍ରତା କମାଇବା ପ୍ରଥମ ପଦକ୍ଷେପ । କାଠ ଜିନିଷକୁ ନିୟମିତ ରୋଦରେ ଶୁଖାଇଲେ ଉଇ ଲାଗିବାର ସମ୍ଭାବନା କମିଯାଏ । [383,213,738,387]
sudoku-cell[interactable] [214,1909,251,1949]
chiratani-line: ରାଗିଣୀ ରଙ୍ଗ ରାଗରେ [21,105,138,121]
previous-sudoku-solution [179,1990,299,2110]
solution-cell: 4 [285,2056,299,2069]
sudoku-cell[interactable]: 5 [214,1830,251,1870]
sudoku-cell[interactable] [287,1671,323,1711]
krishaka-headline: କୃଷକଙ୍କ ପରେ କାହା ପାଳି [418,1813,708,1846]
solution-cell: 8 [194,1991,207,2005]
envelope-icon [763,1826,823,1876]
solution-cell: 5 [246,2017,259,2030]
sudoku-cell[interactable] [33,1790,70,1830]
solution-cell: 3 [272,2043,285,2056]
sudoku-rules: ସୁ-ଡୋ-କୁ ଏକ ଅଙ୍କ ଖେଳ । ଏଥିରେ ଥିବା ଖୁବ୍ ସହଜରେ ବୁଝିହେବ ଓ ସମାଧାନ କରିହେବ । ପ୍ରତି ଧାଡ଼ି, ସ୍ତମ୍ଭ ଓ ଛୋଟ ବାକ୍ସରେ ୧ ରୁ ୯ ପର୍ଯ୍ୟନ୍ତ ଅଙ୍କ ଥରେ ମାତ୍ର ରହିବ । [15,1990,165,2087]
solution-cell: 6 [220,2004,233,2017]
sudoku-cell[interactable] [178,1632,214,1671]
solution-cell: 5 [220,2095,233,2109]
logo-text: ଧରିତ୍ରୀ [901,18,1001,56]
zilla-diary-author: - ପ୍ରମୋଦ ସାମନ୍ତରାୟ [240,1218,363,1234]
solution-cell: 7 [246,2043,259,2056]
pratibimba-label: ପ୍ରତିବିମ୍ବର ପ୍ରତିଧ୍ୱନି [771,1426,1007,1458]
sudoku-cell[interactable] [287,1632,323,1671]
solution-cell: 2 [272,2004,285,2017]
solution-cell: 5 [180,2082,194,2095]
sudoku-cell[interactable] [105,1592,142,1632]
pachisha-item-text: ସାମରିକ ପ୍ରତିଯୋଗୀମାନେ ନିଜକୁ ନିଜ ଦେଶରେ ମାତ୍ରାରେ କ୍ଷମତାର ସମେତନ, ସୁବିଧାବାଦୀ ଏବଂ ଯୋଗ୍ୟମାନଙ୍କ ସହ ସରକାର ସଂପର୍କ ରଖିବା ଉଚିତ୍ ବୋଲି ସମାଲୋଚନା କରିଛନ୍ତି । [1150,1168,1484,1218]
abhay-author: ଅଭୟ ଦ୍ୱିବେଦୀ [826,1466,952,1490]
sudoku-cell[interactable]: 3 [178,1592,214,1632]
sudoku-cell[interactable] [33,1632,70,1671]
chhatra-body: ଭାରତର ସ୍ୱାଧୀନତା ଲାଭ ପାଇଁ ଯଦିଓ ଗାନ୍ଧୀଜୀଙ୍କର ଅହିଂସା ଆନ୍ଦୋଳନକୁ ସର୍ବସାଧାରଣ ସ୍ୱୀକାର କରନ୍ତି, ତେବେ ଏ କଥା ଅସ୍ୱୀକାର କରିହେବ ନାହିଁ ଯେ ନେତାଜୀ ସୁଭାଷ ବୋଷଙ୍କ ବ୍ରିଟିଶ ବିରୋଧୀ ପ୍ରଭାବ ମଧ୍ୟ କିଛି କମ ନଥିଲା । ସୁଭାଷ ଛାତ୍ର ଜୀବନରୁ ହିଁ ଦେଶପ୍ରେମୀ ଥିଲେ । କଲିକତାର ପ୍ରେସିଡେନ୍ସି କଲେଜରେ ପଢ଼ିବା ସମୟରେ ପ୍ରଫେସର ଇ.ଏଫ୍. ଓଟେନ୍ ଭାରତୀୟ ଛାତ୍ରମାନଙ୍କୁ ଅପମାନଜନକ ମନ୍ତବ୍ୟ ଦେଉଥିଲେ । ଏହାର ପ୍ରତିବାଦରେ ସୁଭାଷ ଛାତ୍ରମାନଙ୍କୁ ନେତୃତ୍ୱ ନେଇଥିଲେ । ଓଟେନଙ୍କ ଅଭଦ୍ର ବ୍ୟବହାର ବିରୋଧରେ ଛାତ୍ରମାନେ ଧର୍ମଘଟ କରିଥିଲେ । ଏହି ଘଟଣା ପରେ ସୁଭାଷଙ୍କୁ କଲେଜରୁ ବହିଷ୍କାର କରାଯାଇଥିଲା । କିନ୍ତୁ ସେ ନିଜ ନୀତିରୁ ଟଳିନଥିଲେ । ପରେ ସେ ସ୍କଟିସ୍ ଚର୍ଚ୍ଚ କଲେଜରେ ପଢ଼ି ସ୍ନାତକ ହୋଇଥିଲେ । ସୁଭାଷଙ୍କ ଏହି ସାହସ ପରବର୍ତ୍ତୀ ସମୟରେ ସାରା ଦେଶକୁ ପ୍ରେରଣା ଦେଇଥିଲା । ଇଂଲଣ୍ଡରେ ଆଇ.ସି.ଏସ୍. ପରୀକ୍ଷାରେ ଚତୁର୍ଥ ସ୍ଥାନ ଅଧିକାର କରିବା ପରେ ମଧ୍ୟ ସେ ବ୍ରିଟିଶ ସରକାରଙ୍କ ଚାକିରି ପ୍ରତ୍ୟାଖ୍ୟାନ କରିଥିଲେ । ଦେଶବନ୍ଧୁ ଚିତ୍ତରଞ୍ଜନ ଦାଶଙ୍କ ସହ ମିଶି ସେ ସ୍ୱାଧୀନତା ଆନ୍ଦୋଳନରେ ଝାସ ଦେଇଥିଲେ । ପ୍ରଫେସର ଓଟେନ ପରବର୍ତ୍ତୀ ସମୟରେ ସୁଭାଷଙ୍କ ବିଷୟରେ ଏକ କବିତା ଲେଖି ତାଙ୍କ ପ୍ରତି ଶ୍ରଦ୍ଧା ଜଣାଇଥିଲେ । ଏହା ପ୍ରମାଣ କରେ ଯେ ସୁଭାଷଙ୍କ ଚରିତ୍ର ଓ ଦୃଢ଼ତା ତାଙ୍କ ବିରୋଧୀଙ୍କୁ ମଧ୍ୟ ପ୍ରଭାବିତ କରିଥିଲା । ଛାତ୍ରମାନେ ଆଜି ସୁଭାଷଙ୍କ ଜୀବନରୁ ଶିକ୍ଷା ନେବା ଦରକାର । ଅନ୍ୟାୟ ବିରୋଧରେ ସ୍ୱର ଉଠାଇବା ଏବଂ ନୀତିରେ ଅଟଳ ରହିବା ତାଙ୍କ ଜୀବନର ମୂଳ ଶିକ୍ଷା । କଲେଜ ଜୀବନର ଏହି ଘଟଣା ଭାରତର ସ୍ୱାଧୀନତା ଇତିହାସରେ ଏକ ଉଲ୍ଲେଖନୀୟ ଅଧ୍ୟାୟ ଭାବେ ରହିଛି । ପରିବର୍ତ୍ତୀ ସମୟରେ ଆଜାଦ ହିନ୍ଦ ଫୌଜ ଗଠନ କରି ସେ ବ୍ରିଟିଶଙ୍କ ବିରୋଧରେ ସଶସ୍ତ୍ର ସଂଗ୍ରାମ କରିଥିଲେ । 'ତୁମେ ମୋତେ ରକ୍ତ ଦିଅ, ମୁଁ ତୁମକୁ ସ୍ୱାଧୀନତା ଦେବି' - ତାଙ୍କର ଏହି ଆହ୍ୱାନ ଆଜି ମଧ୍ୟ ଭାରତୀୟଙ୍କ ହୃଦୟରେ ଗୁଞ୍ଜରିତ ହୁଏ । [1150,148,1483,639]
advt-email-alt[interactable]: :miku11@yahoo.com (Use only for advertisements, commercial queries) [1175,2236,1449,2266]
sudoku-box [5,1510,363,2330]
sudoku-cell[interactable] [69,1909,105,1949]
pachisha-item: ● ସାମରିକ ପ୍ରତିଯୋଗୀମାନେ ନିଜକୁ ନିଜ ଦେଶରେ ମାତ୍ରାରେ କ୍ଷମତାର ସମେତନ, ସୁବିଧାବାଦୀ ଏବଂ ଯୋଗ୍ୟମାନଙ୍କ ସହ ସରକାର ସଂପର୍କ ରଖିବା ଉଚିତ୍ ବୋଲି ସମାଲୋଚନା କରିଛନ୍ତି । [1150,1168,1484,1218]
pachisha-item-text: ହରିୟାଣାର ମୁଖ୍ୟମନ୍ତ୍ରୀ ଭଜନଲାଲ ରାଜ୍ୟରେ ଆଗୁଆ ନିର୍ବାଚନ କରିବା ପାଇଁ ପ୍ରସ୍ତୁତ ହେଉଛନ୍ତି । [1150,1226,1483,1259]
sudoku-cell[interactable] [287,1870,323,1909]
sudoku-credit: © Puzzles by Pappocom [17,1552,138,1563]
chiratani-line: ବହିଛି ଏ ମୋର ବାସନା [61,126,176,142]
sudoku-cell[interactable] [105,1671,142,1711]
sudoku-cell[interactable] [323,1711,360,1751]
pratibimba-author-box [673,1420,1013,1500]
sudoku-cell[interactable]: 9 [287,1830,323,1870]
sudoku-cell[interactable] [141,1909,178,1949]
sudoku-cell[interactable]: 5 [323,1632,360,1671]
chhatra-headline: ଛାତ୍ର ସୁଭାଷ ଓ ପ୍ରଫେସର ଓଟେନ [1185,17,1448,108]
solution-cell: 3 [246,2082,259,2095]
right-letter-sender: ସୌମ୍ୟରଞ୍ଜନ ବେହେରା, ମଧୁପୁର, ଅସ୍କାପାଲା, ଖୋର୍ଦ୍ଧା [1230,1899,1489,1914]
solution-cell: 9 [272,2017,285,2030]
pachisha-item-text: ସରକାର ତାଙ୍କ ଚାହିଦାକୁ ସଠିକ୍ ସମୟରେ ପୂରଣ କରି ନ ପାରିବା କାରଣରୁ ପ୍ରତିବାଦ କରାଯାଇ ୩୮/୭ ରେ ଭାବନା ଉଠାଇଛନ୍ତି । [1150,1267,1483,1300]
chhatra-footer: ହେମାଗୋବିନ୍ଦ ସାହି, ପୁରୀ [1362,1080,1483,1095]
krishaka-body: ବର୍ତ୍ତମାନ ଜନସାଧାରଣ ବଡ଼ ଅନ୍ଧାରରେ ପଡ଼ିଯାଇଛନ୍ତି । ମାଓବାଦୀମାନଙ୍କ ଦ୍ୱାରା ଅପହରଣ ଘଟଣା ବଢ଼ି ଚାଲିଛି । ସରକାର ନିଜର ଦାୟିତ୍ୱ ଠିକ୍ ଭାବେ ପାଳନ କରିପାରୁନାହାନ୍ତି । ପ୍ରଥମେ କୃଷକ ଆତ୍ମହତ୍ୟା କଲେ, ବର୍ତ୍ତମାନ ସାଧାରଣ ଲୋକ ଓ ଅଧିକାରୀ ଆତଙ୍କରେ ରହୁଛନ୍ତି । ଏହି ଅବସ୍ଥା ଚାଲିଲେ ପରବର୍ତ୍ତୀ ସମୟରେ କାହା ପାଳି ଆସିବ କେହି କହିପାରିବେ ନାହିଁ । ସରକାର ତୁରନ୍ତ କଠୋର ପଦକ୍ଷେପ ନେଇ ଲୋକଙ୍କ ସୁରକ୍ଷା ସୁନିଶ୍ଚିତ କରନ୍ତୁ । ମାଓବାଦୀ ପ୍ରଭାବିତ ଅଞ୍ଚଳରେ ବିକାଶ କାର୍ଯ୍ୟ ତ୍ୱରାନ୍ୱିତ କରାଯାଉ ଏବଂ ଆଦିବାସୀଙ୍କ ସମସ୍ୟା ସମାଧାନ କରାଯାଉ । [393,1870,733,2027]
solution-cell: 5 [233,2056,246,2069]
solution-cell: 9 [285,2082,299,2095]
sudoku-cell[interactable] [250,1790,287,1830]
sudoku-cell[interactable] [323,1870,360,1909]
chiratani-line: (ବିଶ୍ୱର ଆହ୍ୱାନ) [245,189,347,205]
solution-cell: 4 [233,2082,246,2095]
gandhi-nehru-headline: ଗାନ୍ଧୀ-ନେହେରୁ-ନେତାଜୀ [519,989,987,1047]
solution-cell: 6 [272,2069,285,2082]
next-letter-headline: ରାଷ୍ଟ୍ରୀୟ ଚିନ୍ତନର ପରିପନ୍ଥୀ [424,2262,702,2292]
solution-cell: 9 [207,2004,220,2017]
next-letter-first-line: ମାଓବାଦ ଆମ ଦେଶର ଚିନ୍ତନ ପରିପନ୍ଥୀ । [393,2302,596,2318]
oi-nibarana-col2: ବି ପିଡ଼ି ଥିଲେ ଉଇ ସହଜରେ ଚାଲିଆସନ୍ତି । ନିୟମିତ ଭାବେ ଘରର କୋଣ, କାନ୍ଥ ଓ ଚଟାଣ ପରୀକ୍ଷା କରନ୍ତୁ । ନିମ ପତ୍ର ଓ ନିମ ତେଲ ବ୍ୟବହାର ଏକ ପ୍ରାକୃତିକ ଉପାୟ । କାଠ ଉପରେ ନିମ ତେଲ ଲଗାଇଲେ ଉଇ ଦୂରେଇ ରହନ୍ତି । ବୋରିକ୍ ଏସିଡ୍ ମଧ୍ୟ ଏକ ସୁରକ୍ଷିତ ବିକଳ୍ପ । ଘର ନିର୍ମାଣ ସମୟରେ ଭିତ୍ତିଭୂମିରେ ଉଇ ପ୍ରତିରୋଧୀ ବ୍ୟବସ୍ଥା କରିବା ଉଚିତ୍ । ପୁରୁଣା କାଠ ଓ କାଗଜ ଘରେ ଜମା କରି ରଖନ୍ତୁ ନାହିଁ । ୧. ଉଇ ଲାଗିଥିବା ସ୍ଥାନରେ ଗରମ ପାଣି ଢାଳନ୍ତୁ । ୨. ଲୁଣ ପାଣି ସ୍ପ୍ରେ କରନ୍ତୁ । ୩. କାଠକୁ ସୂର୍ଯ୍ୟାଲୋକରେ ରଖନ୍ତୁ । [758,213,1123,352]
solution-cell: 2 [220,2043,233,2056]
sudoku-cell[interactable] [69,1830,105,1870]
chiratani-title: ଚିରନ୍ତନୀ [7,7,361,55]
